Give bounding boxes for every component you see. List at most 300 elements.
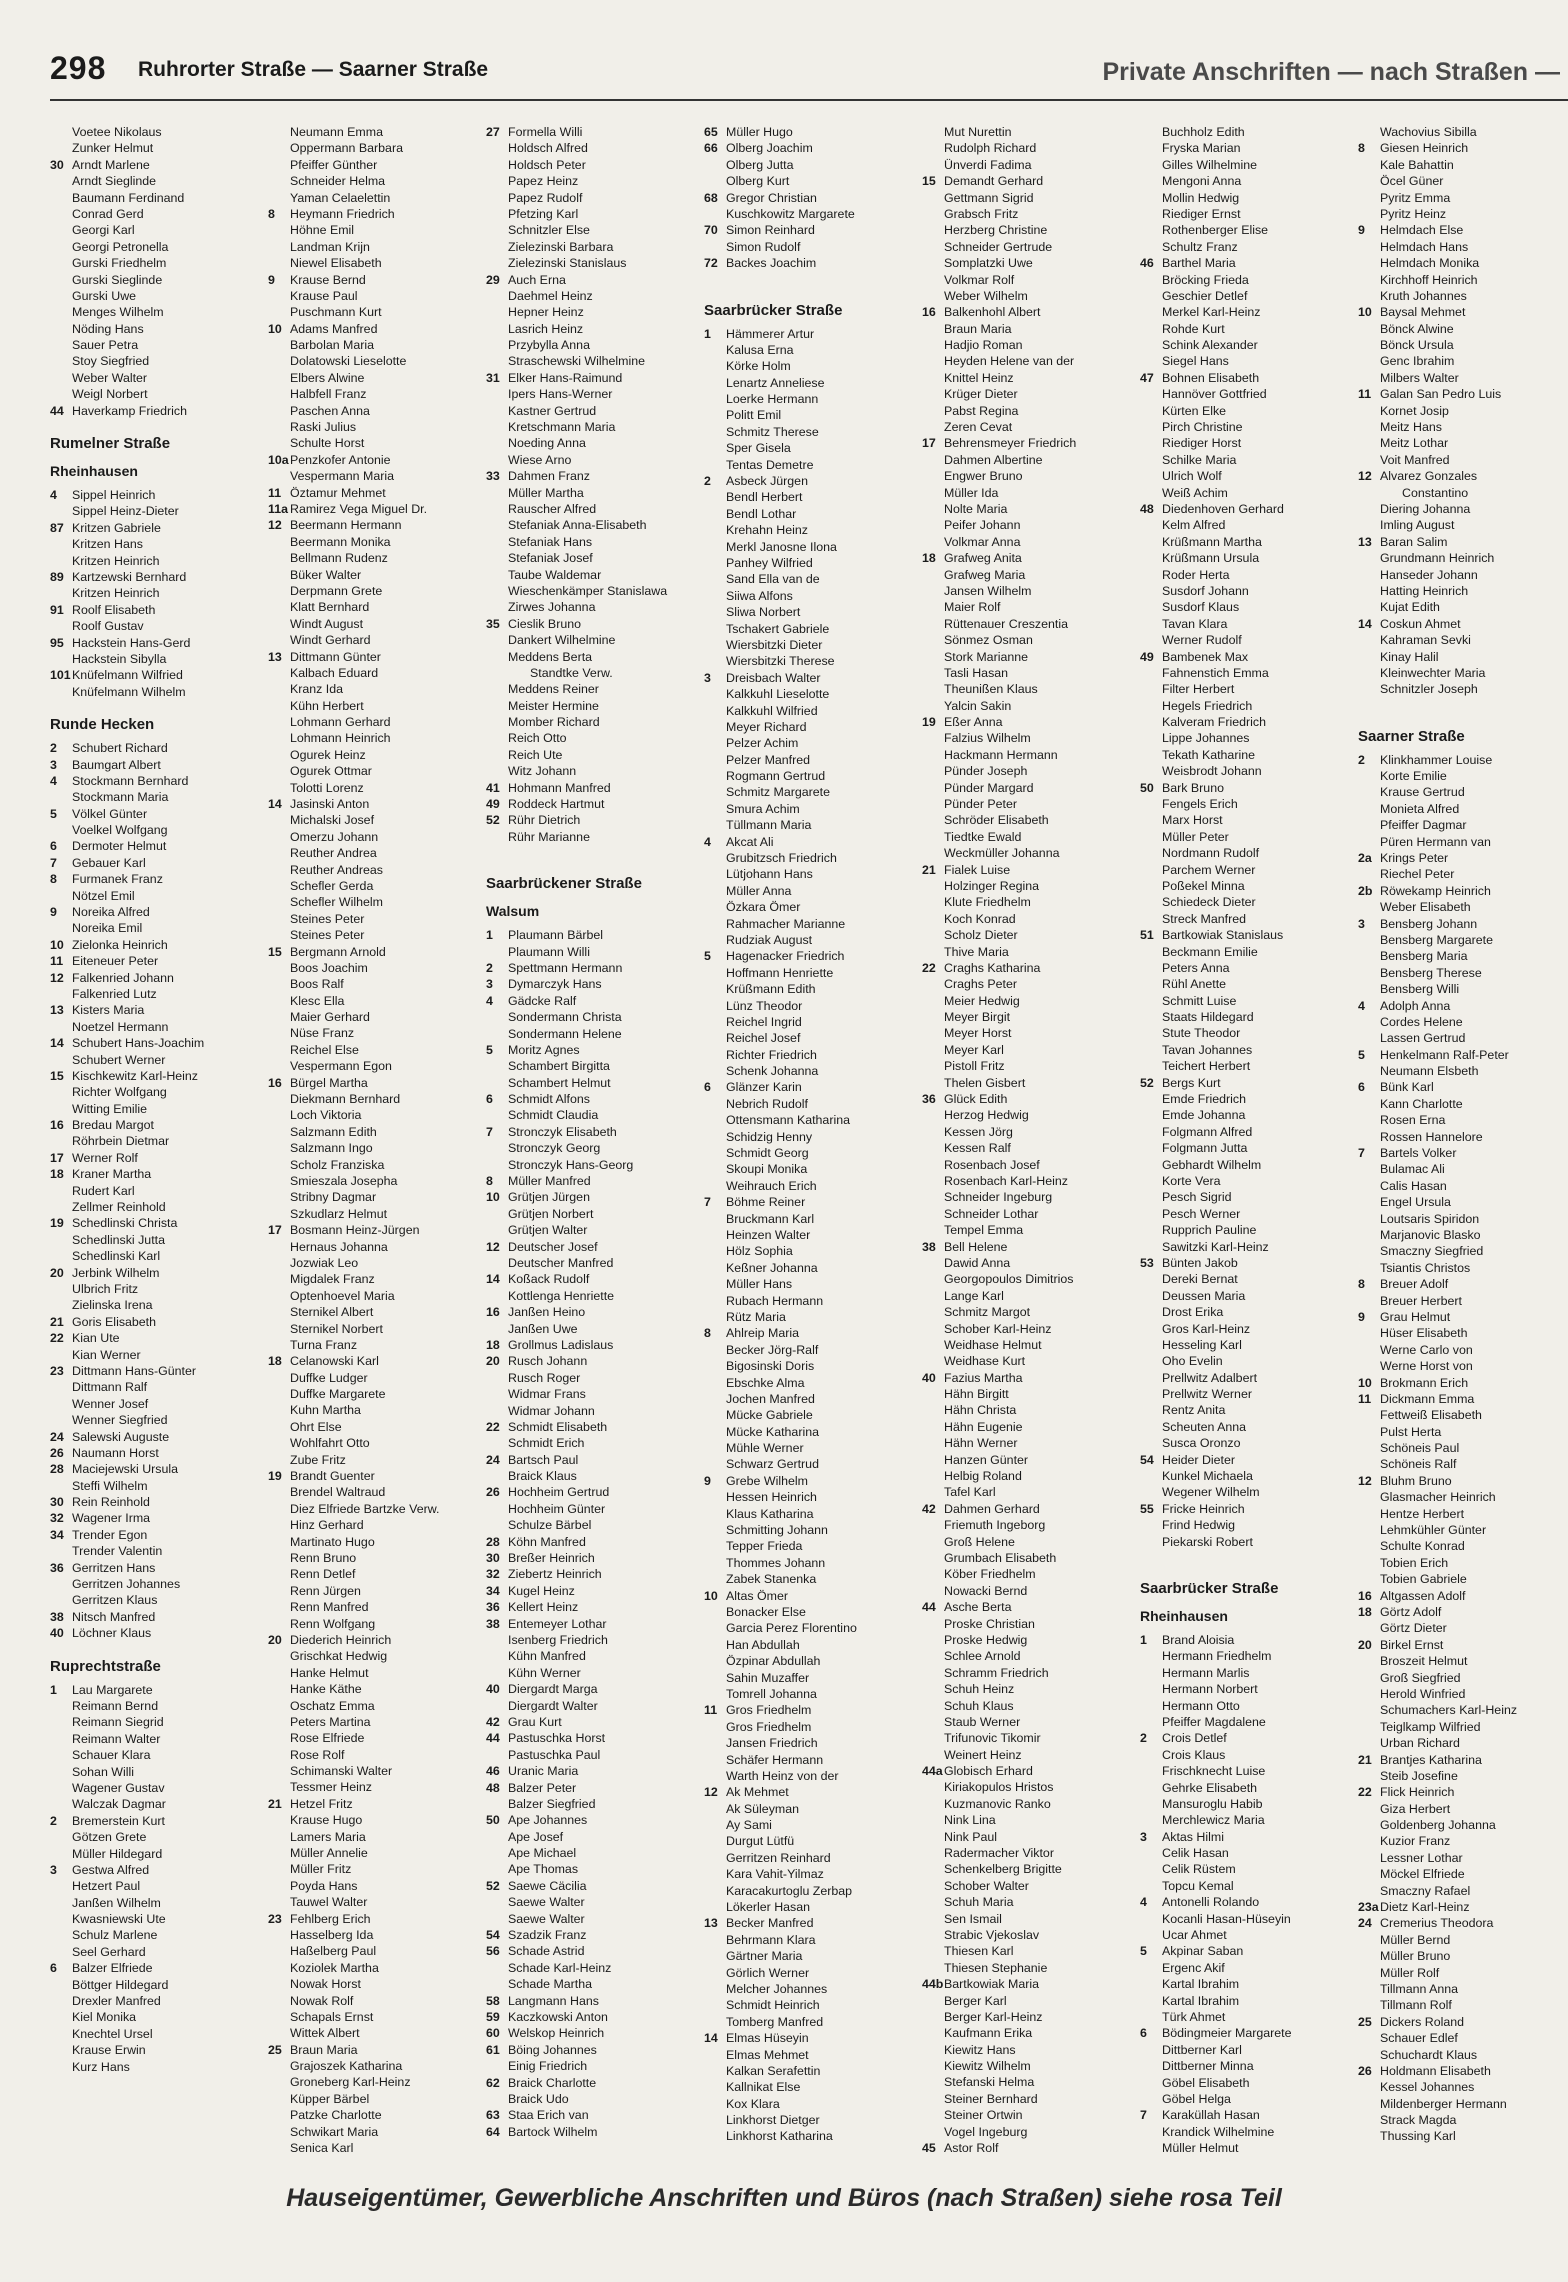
- resident-name: Plaumann Willi: [508, 944, 590, 959]
- resident-entry: [268, 993, 482, 1009]
- resident-entry: [50, 503, 264, 519]
- resident-entry: [486, 517, 700, 533]
- resident-entry: [1140, 435, 1354, 451]
- resident-name: Falzius Wilhelm: [944, 731, 1031, 746]
- resident-name: Bartsch Paul: [508, 1452, 579, 1467]
- resident-name: Steffi Wilhelm: [72, 1478, 148, 1493]
- resident-entry: [1140, 1747, 1354, 1763]
- resident-name: Linkhorst Katharina: [726, 2129, 833, 2144]
- resident-entry: [268, 1468, 482, 1484]
- resident-name: Bell Helene: [944, 1239, 1008, 1254]
- street-heading: Runde Hecken: [50, 716, 155, 734]
- resident-entry: [50, 1035, 264, 1051]
- resident-entry: [1358, 485, 1568, 501]
- resident-entry: [922, 665, 1136, 681]
- resident-name: Dahmen Albertine: [944, 452, 1043, 467]
- resident-entry: [268, 1599, 482, 1615]
- resident-name: Renn Wolfgang: [290, 1616, 376, 1631]
- resident-name: Zube Fritz: [290, 1452, 346, 1467]
- resident-name: Asbeck Jürgen: [726, 474, 808, 489]
- resident-entry: [268, 1878, 482, 1894]
- resident-name: Smieszala Josepha: [290, 1174, 398, 1188]
- resident-name: Noreika Alfred: [72, 905, 150, 920]
- resident-name: Lassen Gertrud: [1380, 1031, 1466, 1046]
- resident-name: Welskop Heinrich: [508, 2026, 605, 2041]
- resident-name: Stoy Siegfried: [72, 354, 150, 369]
- resident-name: Sper Gisela: [726, 441, 791, 456]
- resident-entry: [486, 1271, 700, 1287]
- resident-name: Skoupi Monika: [726, 1162, 808, 1177]
- resident-entry: [704, 1079, 918, 1095]
- resident-entry: [922, 1747, 1136, 1763]
- resident-name: Sondermann Helene: [508, 1026, 622, 1041]
- resident-entry: [1358, 1850, 1568, 1866]
- resident-name: Tavan Klara: [1162, 616, 1228, 631]
- resident-entry: [486, 1583, 700, 1599]
- resident-entry: [268, 1239, 482, 1255]
- resident-name: Wiersbitzki Dieter: [726, 637, 823, 652]
- resident-entry: [50, 2042, 264, 2058]
- resident-entry: [704, 1538, 918, 1554]
- resident-entry: [922, 1370, 1136, 1386]
- resident-entry: [922, 698, 1136, 714]
- resident-entry: [922, 157, 1136, 173]
- resident-entry: [486, 567, 700, 583]
- resident-name: Müller Hans: [726, 1277, 793, 1292]
- resident-entry: [1140, 1189, 1354, 1205]
- resident-entry: [50, 353, 264, 369]
- resident-name: Löchner Klaus: [72, 1626, 152, 1641]
- resident-name: Rühl Anette: [1162, 977, 1227, 992]
- resident-entry: [1140, 829, 1354, 845]
- resident-name: Grebe Wilhelm: [726, 1473, 808, 1488]
- resident-entry: [486, 1534, 700, 1550]
- resident-name: Bensberg Margarete: [1380, 932, 1493, 947]
- resident-entry: [268, 1189, 482, 1205]
- resident-entry: [50, 1445, 264, 1461]
- house-number: 21: [268, 1796, 282, 1811]
- resident-name: Goldenberg Johanna: [1380, 1818, 1496, 1833]
- resident-entry: [1358, 1555, 1568, 1571]
- resident-name: Merkl Janosne Ilona: [726, 539, 837, 554]
- resident-entry: [1358, 1276, 1568, 1292]
- resident-name: Nöding Hans: [72, 321, 144, 336]
- resident-entry: [704, 1375, 918, 1391]
- resident-name: Brandt Guenter: [290, 1469, 375, 1484]
- resident-entry: [50, 1846, 264, 1862]
- resident-name: Dittmann Hans-Günter: [72, 1363, 196, 1378]
- resident-entry: [486, 1993, 700, 2009]
- resident-entry: [704, 1211, 918, 1227]
- house-number: 61: [486, 2042, 500, 2057]
- resident-entry: [1358, 1653, 1568, 1669]
- resident-name: Höhne Emil: [290, 223, 355, 238]
- resident-entry: [704, 1243, 918, 1259]
- resident-entry: [1140, 1353, 1354, 1369]
- resident-entry: [1358, 883, 1568, 899]
- resident-name: Mücke Gabriele: [726, 1408, 813, 1423]
- resident-entry: [50, 1150, 264, 1166]
- resident-name: Volkmar Anna: [944, 534, 1021, 549]
- resident-name: Schäfer Hermann: [726, 1752, 824, 1767]
- resident-entry: [50, 635, 264, 651]
- resident-name: Hochheim Gertrud: [508, 1485, 610, 1500]
- resident-name: Hähn Birgitt: [944, 1387, 1009, 1402]
- resident-entry: [268, 190, 482, 206]
- resident-name: Pfeiffer Dagmar: [1380, 818, 1467, 833]
- resident-name: Glück Edith: [944, 1092, 1008, 1107]
- street-heading: Saarbrückener Straße: [486, 875, 642, 893]
- resident-name: Meyer Karl: [944, 1042, 1004, 1057]
- resident-entry: [1140, 485, 1354, 501]
- resident-name: Streck Manfred: [1162, 911, 1247, 926]
- resident-entry: [704, 555, 918, 571]
- resident-name: Grafweg Maria: [944, 567, 1026, 582]
- resident-name: Lippe Johannes: [1162, 731, 1250, 746]
- resident-entry: [1140, 550, 1354, 566]
- resident-name: Hanke Helmut: [290, 1665, 369, 1680]
- resident-name: Schuh Klaus: [944, 1698, 1014, 1713]
- resident-name: Müller Martha: [508, 485, 584, 500]
- resident-name: Constantino: [1402, 485, 1469, 500]
- resident-name: Zabek Stanenka: [726, 1572, 817, 1587]
- resident-name: Boos Joachim: [290, 960, 368, 975]
- street-heading: Saarbrücker Straße: [704, 301, 843, 319]
- resident-name: Furmanek Franz: [72, 872, 163, 887]
- resident-entry: [486, 1157, 700, 1173]
- house-number: 58: [486, 1993, 500, 2008]
- house-number: 7: [50, 855, 57, 870]
- resident-entry: [704, 140, 918, 156]
- resident-name: Pistoll Fritz: [944, 1059, 1005, 1074]
- resident-entry: [922, 288, 1136, 304]
- house-number: 10: [486, 1190, 500, 1205]
- resident-name: Bartock Wilhelm: [508, 2124, 598, 2139]
- resident-entry: [268, 2140, 482, 2156]
- house-number: 95: [50, 635, 64, 650]
- house-number: 13: [1358, 534, 1372, 549]
- house-number: 9: [268, 272, 275, 287]
- resident-entry: [1140, 960, 1354, 976]
- resident-name: Özpinar Abdullah: [726, 1654, 821, 1669]
- resident-name: Rühr Marianne: [508, 829, 590, 844]
- resident-name: Scholz Franziska: [290, 1157, 385, 1172]
- resident-name: Rossen Hannelore: [1380, 1129, 1483, 1144]
- resident-entry: [50, 321, 264, 337]
- resident-name: Rosenbach Josef: [944, 1157, 1040, 1172]
- resident-name: Voetee Nikolaus: [72, 125, 162, 139]
- resident-entry: [268, 1058, 482, 1074]
- resident-name: Klesc Ella: [290, 993, 345, 1008]
- house-number: 36: [486, 1600, 500, 1615]
- resident-entry: [1140, 1943, 1354, 1959]
- resident-name: Kraner Martha: [72, 1167, 152, 1182]
- resident-name: Dickers Roland: [1380, 2014, 1465, 2029]
- resident-entry: [1140, 2042, 1354, 2058]
- resident-name: Nüse Franz: [290, 1026, 355, 1041]
- resident-name: Bendl Herbert: [726, 490, 803, 505]
- resident-entry: [922, 1534, 1136, 1550]
- resident-name: Jerbink Wilhelm: [72, 1265, 160, 1280]
- resident-entry: [1358, 272, 1568, 288]
- resident-entry: [704, 735, 918, 751]
- resident-entry: [268, 1566, 482, 1582]
- resident-entry: [1140, 812, 1354, 828]
- resident-entry: [1140, 2009, 1354, 2025]
- resident-entry: [922, 124, 1136, 140]
- resident-entry: [486, 1091, 700, 1107]
- resident-name: Friemuth Ingeborg: [944, 1518, 1046, 1533]
- resident-name: Helmdach Hans: [1380, 239, 1469, 254]
- resident-entry: [1358, 1915, 1568, 1931]
- resident-entry: [268, 1993, 482, 2009]
- resident-name: Bohnen Elisabeth: [1162, 370, 1260, 385]
- house-number: 52: [1140, 1075, 1154, 1090]
- resident-name: Hetzert Paul: [72, 1879, 141, 1894]
- resident-name: Renn Manfred: [290, 1600, 369, 1615]
- resident-name: Dietz Karl-Heinz: [1380, 1900, 1470, 1915]
- resident-entry: [486, 1124, 700, 1140]
- resident-entry: [486, 812, 700, 828]
- resident-name: Kalkan Serafettin: [726, 2063, 821, 2078]
- resident-entry: [922, 452, 1136, 468]
- resident-name: Böhme Reiner: [726, 1195, 806, 1210]
- resident-name: Fehlberg Erich: [290, 1911, 371, 1926]
- resident-entry: [50, 953, 264, 969]
- resident-entry: [268, 255, 482, 271]
- resident-name: Schlee Arnold: [944, 1649, 1021, 1664]
- resident-name: Kox Klara: [726, 2096, 780, 2111]
- resident-entry: [268, 862, 482, 878]
- resident-name: Bartels Volker: [1380, 1146, 1457, 1161]
- resident-entry: [268, 927, 482, 943]
- resident-entry: [704, 1178, 918, 1194]
- resident-entry: [50, 1993, 264, 2009]
- resident-name: Diez Elfriede Bartzke Verw.: [290, 1501, 440, 1516]
- resident-entry: [922, 1157, 1136, 1173]
- resident-name: Loutsaris Spiridon: [1380, 1211, 1480, 1226]
- resident-entry: [704, 1358, 918, 1374]
- resident-name: Craghs Peter: [944, 977, 1018, 992]
- resident-entry: [268, 845, 482, 861]
- resident-name: Przybylla Anna: [508, 338, 590, 353]
- resident-name: Ogurek Heinz: [290, 747, 366, 762]
- resident-entry: [1358, 1702, 1568, 1718]
- house-number: 13: [704, 1916, 718, 1931]
- house-number: 8: [50, 872, 57, 887]
- resident-entry: [1140, 714, 1354, 730]
- resident-name: Olberg Jutta: [726, 157, 794, 172]
- resident-entry: [1358, 419, 1568, 435]
- house-number: 91: [50, 602, 64, 617]
- resident-name: Kalusa Erna: [726, 342, 794, 357]
- house-number: 30: [50, 1495, 64, 1510]
- resident-name: Jozwiak Leo: [290, 1255, 359, 1270]
- resident-name: Kischkewitz Karl-Heinz: [72, 1068, 199, 1083]
- resident-name: Dolatowski Lieselotte: [290, 354, 407, 369]
- resident-name: Becker Manfred: [726, 1916, 814, 1931]
- resident-entry: [1140, 1009, 1354, 1025]
- house-number: 17: [50, 1150, 64, 1165]
- resident-entry: [704, 784, 918, 800]
- resident-name: Diekmann Bernhard: [290, 1092, 401, 1107]
- resident-entry: [486, 944, 700, 960]
- house-number: 18: [1358, 1604, 1372, 1619]
- resident-name: Steiner Bernhard: [944, 2091, 1038, 2106]
- resident-entry: [268, 616, 482, 632]
- resident-name: Goris Elisabeth: [72, 1314, 157, 1329]
- resident-entry: [1140, 862, 1354, 878]
- resident-entry: [704, 571, 918, 587]
- resident-entry: [704, 1588, 918, 1604]
- resident-entry: [1140, 534, 1354, 550]
- resident-name: Voelkel Wolfgang: [72, 823, 168, 838]
- resident-entry: [922, 239, 1136, 255]
- house-number: 1: [704, 326, 711, 341]
- resident-entry: [50, 1829, 264, 1845]
- resident-name: Asche Berta: [944, 1600, 1012, 1615]
- resident-entry: [486, 1140, 700, 1156]
- resident-entry: [1140, 1534, 1354, 1550]
- resident-entry: [922, 1616, 1136, 1632]
- resident-entry: [1140, 1845, 1354, 1861]
- resident-name: Pelzer Achim: [726, 736, 799, 751]
- resident-entry: [50, 1379, 264, 1395]
- resident-entry: [1140, 681, 1354, 697]
- resident-name: Bluhm Bruno: [1380, 1473, 1452, 1488]
- resident-name: Altas Ömer: [726, 1588, 788, 1603]
- resident-entry: [1358, 1293, 1568, 1309]
- resident-entry: [704, 981, 918, 997]
- resident-entry: [922, 534, 1136, 550]
- resident-entry: [922, 1353, 1136, 1369]
- resident-name: Lütjohann Hans: [726, 867, 813, 882]
- resident-entry: [268, 1665, 482, 1681]
- resident-name: Demandt Gerhard: [944, 174, 1044, 189]
- resident-name: Pesch Sigrid: [1162, 1190, 1232, 1205]
- resident-entry: [268, 2124, 482, 2140]
- resident-name: Thive Maria: [944, 944, 1009, 959]
- resident-name: Tavan Johannes: [1162, 1042, 1253, 1057]
- resident-name: Kalkkuhl Wilfried: [726, 703, 818, 718]
- resident-entry: [704, 1915, 918, 1931]
- resident-entry: [50, 740, 264, 756]
- house-number: 33: [486, 469, 500, 484]
- resident-entry: [1140, 1730, 1354, 1746]
- resident-entry: [922, 1894, 1136, 1910]
- resident-entry: [704, 342, 918, 358]
- resident-entry: [1358, 834, 1568, 850]
- resident-name: Schulte Konrad: [1380, 1539, 1465, 1554]
- resident-entry: [922, 272, 1136, 288]
- house-number: 1: [486, 928, 493, 943]
- resident-entry: [1140, 255, 1354, 271]
- resident-name: Dereki Bernat: [1162, 1272, 1238, 1287]
- house-number: 5: [50, 806, 57, 821]
- resident-entry: [1140, 1025, 1354, 1041]
- resident-entry: [922, 419, 1136, 435]
- house-number: 19: [50, 1216, 64, 1231]
- resident-name: Kurz Hans: [72, 2059, 130, 2074]
- resident-name: Susdorf Klaus: [1162, 600, 1240, 615]
- resident-name: Steines Peter: [290, 911, 365, 926]
- resident-entry: [486, 2091, 700, 2107]
- resident-entry: [268, 1353, 482, 1369]
- resident-entry: [1358, 1965, 1568, 1981]
- resident-entry: [1140, 2058, 1354, 2074]
- resident-name: Schmidt Georg: [726, 1146, 809, 1161]
- resident-entry: [704, 440, 918, 456]
- resident-name: Voit Manfred: [1380, 452, 1450, 467]
- resident-entry: [50, 1084, 264, 1100]
- resident-entry: [1358, 1161, 1568, 1177]
- resident-name: Pünder Peter: [944, 797, 1018, 812]
- resident-name: Steiner Ortwin: [944, 2108, 1023, 2123]
- resident-name: Folgmann Alfred: [1162, 1124, 1253, 1139]
- resident-name: Wenner Josef: [72, 1396, 149, 1411]
- resident-entry: [1358, 1030, 1568, 1046]
- resident-name: Linkhorst Dietger: [726, 2113, 820, 2128]
- resident-name: Rudert Karl: [72, 1183, 135, 1198]
- house-number: 7: [704, 1195, 711, 1210]
- resident-name: Walczak Dagmar: [72, 1797, 166, 1812]
- resident-name: Hagenacker Friedrich: [726, 949, 845, 964]
- resident-entry: [50, 1576, 264, 1592]
- resident-name: Werner Rudolf: [1162, 633, 1242, 648]
- house-number: 65: [704, 125, 718, 139]
- resident-entry: [1358, 784, 1568, 800]
- resident-entry: [486, 1484, 700, 1500]
- house-number: 22: [922, 960, 936, 975]
- resident-name: Götzen Grete: [72, 1830, 147, 1845]
- house-number: 24: [1358, 1916, 1372, 1931]
- resident-name: Barthel Maria: [1162, 256, 1236, 271]
- resident-name: Rupprich Pauline: [1162, 1223, 1257, 1238]
- house-number: 46: [486, 1764, 500, 1779]
- resident-name: Rose Elfriede: [290, 1731, 365, 1746]
- house-number: 2: [1358, 752, 1365, 767]
- house-number: 9: [1358, 223, 1365, 238]
- resident-entry: [50, 651, 264, 667]
- resident-entry: [922, 1206, 1136, 1222]
- resident-entry: [1140, 1255, 1354, 1271]
- resident-name: Brand Aloisia: [1162, 1632, 1235, 1647]
- resident-entry: [922, 1075, 1136, 1091]
- resident-entry: [704, 1866, 918, 1882]
- resident-entry: [704, 2063, 918, 2079]
- house-number: 23: [268, 1911, 282, 1926]
- resident-entry: [268, 747, 482, 763]
- house-number: 28: [50, 1462, 64, 1477]
- resident-entry: [50, 1478, 264, 1494]
- resident-name: Kalveram Friedrich: [1162, 715, 1266, 730]
- resident-entry: [922, 944, 1136, 960]
- resident-name: Brantjes Katharina: [1380, 1752, 1482, 1767]
- resident-name: Arndt Sieglinde: [72, 174, 157, 189]
- house-number: 15: [268, 944, 282, 959]
- resident-entry: [268, 272, 482, 288]
- resident-entry: [1358, 550, 1568, 566]
- resident-entry: [922, 2140, 1136, 2156]
- resident-entry: [704, 1440, 918, 1456]
- resident-entry: [1140, 157, 1354, 173]
- resident-entry: [1358, 1047, 1568, 1063]
- resident-name: Kranz Ida: [290, 682, 344, 697]
- resident-entry: [1358, 1407, 1568, 1423]
- resident-name: Grollmus Ladislaus: [508, 1337, 614, 1352]
- resident-entry: [486, 1829, 700, 1845]
- resident-entry: [704, 1424, 918, 1440]
